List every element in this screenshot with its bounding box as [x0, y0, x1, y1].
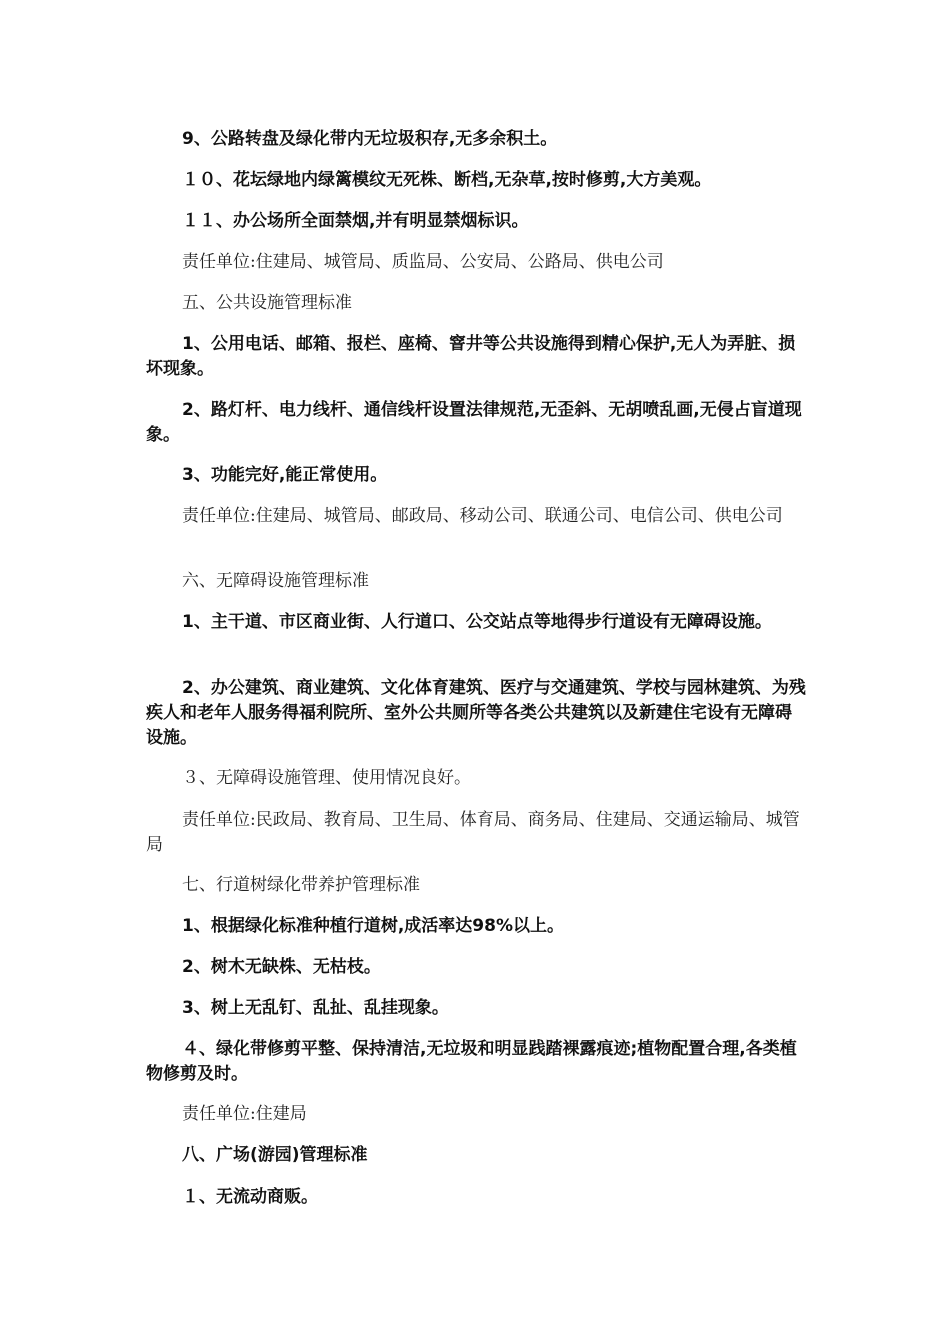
paragraph-item-1: １、无流动商贩。	[182, 1187, 318, 1207]
responsible-units: 责任单位:民政局、教育局、卫生局、体育局、商务局、住建局、交通运输局、城管局	[146, 810, 800, 855]
paragraph-item-2: 2、路灯杆、电力线杆、通信线杆设置法律规范,无歪斜、无胡喷乱画,无侵占盲道现象。	[146, 400, 802, 445]
paragraph-item-2: 2、树木无缺株、无枯枝。	[182, 957, 381, 977]
section-heading-5: 五、公共设施管理标准	[182, 293, 352, 313]
paragraph-item-2: 2、办公建筑、商业建筑、文化体育建筑、医疗与交通建筑、学校与园林建筑、为残疾人和老年人服务得福利院所、室外公共厕所等各类公共建筑以及新建住宅设有无障碍设施。	[146, 678, 806, 748]
responsible-units: 责任单位:住建局、城管局、邮政局、移动公司、联通公司、电信公司、供电公司	[182, 506, 783, 526]
paragraph-item-1: 1、主干道、市区商业街、人行道口、公交站点等地得步行道设有无障碍设施。	[182, 612, 772, 632]
paragraph-item-1: 1、根据绿化标准种植行道树,成活率达98%以上。	[182, 916, 564, 936]
section-heading-8: 八、广场(游园)管理标准	[182, 1145, 368, 1165]
paragraph-item-10: １０、花坛绿地内绿篱模纹无死株、断档,无杂草,按时修剪,大方美观。	[182, 170, 712, 190]
paragraph-item-4: ４、绿化带修剪平整、保持清洁,无垃圾和明显践踏裸露痕迹;植物配置合理,各类植物修剪及时。	[146, 1039, 797, 1084]
paragraph-item-3: 3、功能完好,能正常使用。	[182, 465, 388, 485]
section-heading-7: 七、行道树绿化带养护管理标准	[182, 875, 420, 895]
paragraph-item-3: 3、树上无乱钉、乱扯、乱挂现象。	[182, 998, 449, 1018]
responsible-units: 责任单位:住建局	[182, 1104, 307, 1124]
paragraph-item-11: １１、办公场所全面禁烟,并有明显禁烟标识。	[182, 211, 529, 231]
paragraph-item-9: 9、公路转盘及绿化带内无垃圾积存,无多余积土。	[182, 129, 558, 149]
section-heading-6: 六、无障碍设施管理标准	[182, 571, 369, 591]
responsible-units: 责任单位:住建局、城管局、质监局、公安局、公路局、供电公司	[182, 252, 664, 272]
paragraph-item-3: ３、无障碍设施管理、使用情况良好。	[182, 768, 471, 788]
paragraph-item-1: 1、公用电话、邮箱、报栏、座椅、窨井等公共设施得到精心保护,无人为弄脏、损坏现象。	[146, 334, 796, 379]
